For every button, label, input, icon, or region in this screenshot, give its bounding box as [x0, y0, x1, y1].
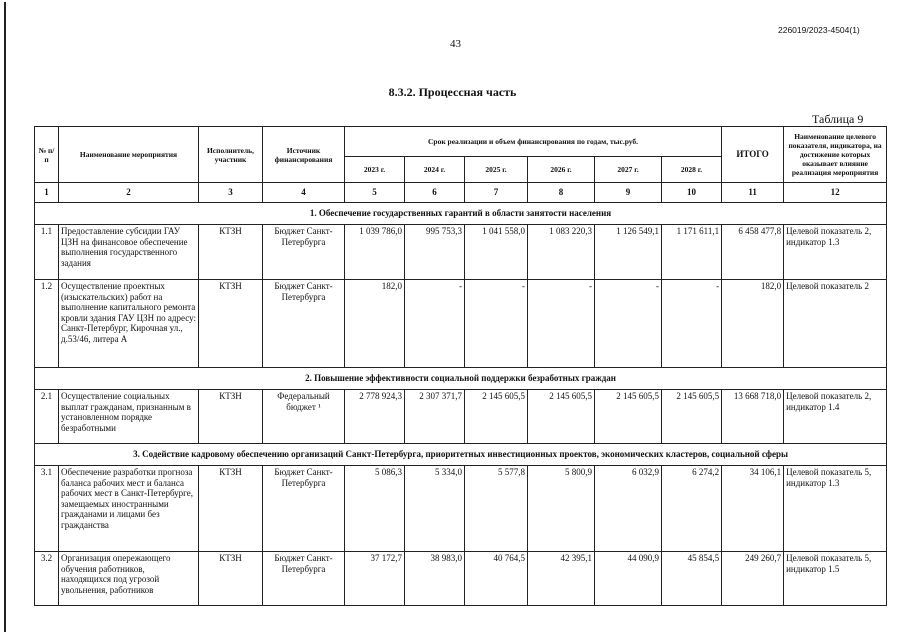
row-source: Бюджет Санкт-Петербурга	[263, 552, 345, 606]
row-value-2028: 6 274,2	[662, 466, 722, 552]
header-indicator: Наименование целевого показателя, индикатора, на достижение которых оказывает влияние реализация мероприятия	[784, 127, 887, 183]
column-number: 8	[528, 183, 595, 203]
row-indicator: Целевой показатель 5, индикатор 1.3	[784, 466, 887, 552]
header-year: 2025 г.	[465, 157, 528, 183]
row-value-2023: 182,0	[345, 280, 405, 368]
row-value-2025: 5 577,8	[465, 466, 528, 552]
row-value-2024: 5 334,0	[405, 466, 465, 552]
row-value-2026: 42 395,1	[528, 552, 595, 606]
column-number: 11	[722, 183, 784, 203]
row-value-2026: 2 145 605,5	[528, 390, 595, 444]
row-value-2023: 1 039 786,0	[345, 225, 405, 280]
section-title-3: 3. Содействие кадровому обеспечению организаций Санкт-Петербурга, приоритетных инвестиционных проектов, экономических кластеров, социальной сферы	[35, 444, 887, 466]
row-executor: КТЗН	[199, 466, 263, 552]
row-executor: КТЗН	[199, 552, 263, 606]
financing-table	[34, 126, 887, 606]
row-source: Федеральный бюджет ¹	[263, 390, 345, 444]
header-year: 2027 г.	[595, 157, 662, 183]
section-row	[35, 444, 887, 466]
header-year: 2028 г.	[662, 157, 722, 183]
row-value-2026: 1 083 220,3	[528, 225, 595, 280]
row-value-2028: 2 145 605,5	[662, 390, 722, 444]
row-value-2025: -	[465, 280, 528, 368]
row-source: Бюджет Санкт-Петербурга	[263, 225, 345, 280]
header-year: 2023 г.	[345, 157, 405, 183]
row-value-2025: 2 145 605,5	[465, 390, 528, 444]
row-num: 1.2	[35, 280, 59, 368]
row-indicator: Целевой показатель 2, индикатор 1.3	[784, 225, 887, 280]
column-number: 6	[405, 183, 465, 203]
row-value-2027: 44 090,9	[595, 552, 662, 606]
column-number: 12	[784, 183, 887, 203]
row-value-2028: -	[662, 280, 722, 368]
row-executor: КТЗН	[199, 280, 263, 368]
row-executor: КТЗН	[199, 225, 263, 280]
column-number: 9	[595, 183, 662, 203]
header-period: Срок реализации и объем финансирования по годам, тыс.руб.	[345, 127, 722, 157]
header-name: Наименование мероприятия	[59, 127, 199, 183]
header-year: 2024 г.	[405, 157, 465, 183]
row-value-2028: 1 171 611,1	[662, 225, 722, 280]
row-total: 249 260,7	[722, 552, 784, 606]
row-value-2027: -	[595, 280, 662, 368]
column-number: 10	[662, 183, 722, 203]
row-num: 3.2	[35, 552, 59, 606]
header-total: ИТОГО	[722, 127, 784, 183]
column-number: 7	[465, 183, 528, 203]
row-value-2027: 6 032,9	[595, 466, 662, 552]
row-value-2026: 5 800,9	[528, 466, 595, 552]
row-value-2023: 37 172,7	[345, 552, 405, 606]
row-total: 34 106,1	[722, 466, 784, 552]
column-numbers-row	[35, 183, 887, 203]
header-num: № п/п	[35, 127, 59, 183]
row-value-2024: 2 307 371,7	[405, 390, 465, 444]
column-number: 4	[263, 183, 345, 203]
section-title-1: 1. Обеспечение государственных гарантий в области занятости населения	[35, 203, 887, 225]
section-title-2: 2. Повышение эффективности социальной поддержки безработных граждан	[35, 368, 887, 390]
row-num: 1.1	[35, 225, 59, 280]
document-id: 226019/2023-4504(1)	[778, 25, 860, 35]
row-value-2027: 2 145 605,5	[595, 390, 662, 444]
row-value-2025: 40 764,5	[465, 552, 528, 606]
table-row	[35, 466, 887, 552]
section-row	[35, 203, 887, 225]
table-row	[35, 552, 887, 606]
row-num: 3.1	[35, 466, 59, 552]
column-number: 1	[35, 183, 59, 203]
row-value-2026: -	[528, 280, 595, 368]
row-total: 6 458 477,8	[722, 225, 784, 280]
row-value-2023: 5 086,3	[345, 466, 405, 552]
section-title: 8.3.2. Процессная часть	[388, 85, 517, 99]
page-number: 43	[450, 38, 461, 50]
row-value-2028: 45 854,5	[662, 552, 722, 606]
row-name: Предоставление субсидии ГАУ ЦЗН на финансовое обеспечение выполнения государственного задания	[59, 225, 199, 280]
row-source: Бюджет Санкт-Петербурга	[263, 280, 345, 368]
row-value-2024: -	[405, 280, 465, 368]
row-value-2025: 1 041 558,0	[465, 225, 528, 280]
row-name: Осуществление проектных (изыскательских) работ на выполнение капитального ремонта кровли здания ГАУ ЦЗН по адресу: Санкт-Петербург, Кирочная ул., д.53/46, литера А	[59, 280, 199, 368]
row-total: 13 668 718,0	[722, 390, 784, 444]
row-indicator: Целевой показатель 2	[784, 280, 887, 368]
row-value-2027: 1 126 549,1	[595, 225, 662, 280]
row-indicator: Целевой показатель 5, индикатор 1.5	[784, 552, 887, 606]
header-executor: Исполнитель, участник	[199, 127, 263, 183]
header-source: Источник финансирования	[263, 127, 345, 183]
column-number: 2	[59, 183, 199, 203]
row-name: Осуществление социальных выплат гражданам, признанным в установленном порядке безработными	[59, 390, 199, 444]
row-value-2024: 38 983,0	[405, 552, 465, 606]
row-total: 182,0	[722, 280, 784, 368]
row-name: Обеспечение разработки прогноза баланса рабочих мест и баланса рабочих мест в Санкт-Петербурге, замещаемых иностранными гражданами и лицами без гражданства	[59, 466, 199, 552]
table-row	[35, 280, 887, 368]
row-value-2023: 2 778 924,3	[345, 390, 405, 444]
row-source: Бюджет Санкт-Петербурга	[263, 466, 345, 552]
column-number: 3	[199, 183, 263, 203]
section-row	[35, 368, 887, 390]
row-executor: КТЗН	[199, 390, 263, 444]
row-value-2024: 995 753,3	[405, 225, 465, 280]
row-name: Организация опережающего обучения работников, находящихся под угрозой увольнения, работников	[59, 552, 199, 606]
row-indicator: Целевой показатель 2, индикатор 1.4	[784, 390, 887, 444]
table-row	[35, 390, 887, 444]
column-number: 5	[345, 183, 405, 203]
header-year: 2026 г.	[528, 157, 595, 183]
table-label: Таблица 9	[812, 112, 864, 126]
table-row	[35, 225, 887, 280]
row-num: 2.1	[35, 390, 59, 444]
